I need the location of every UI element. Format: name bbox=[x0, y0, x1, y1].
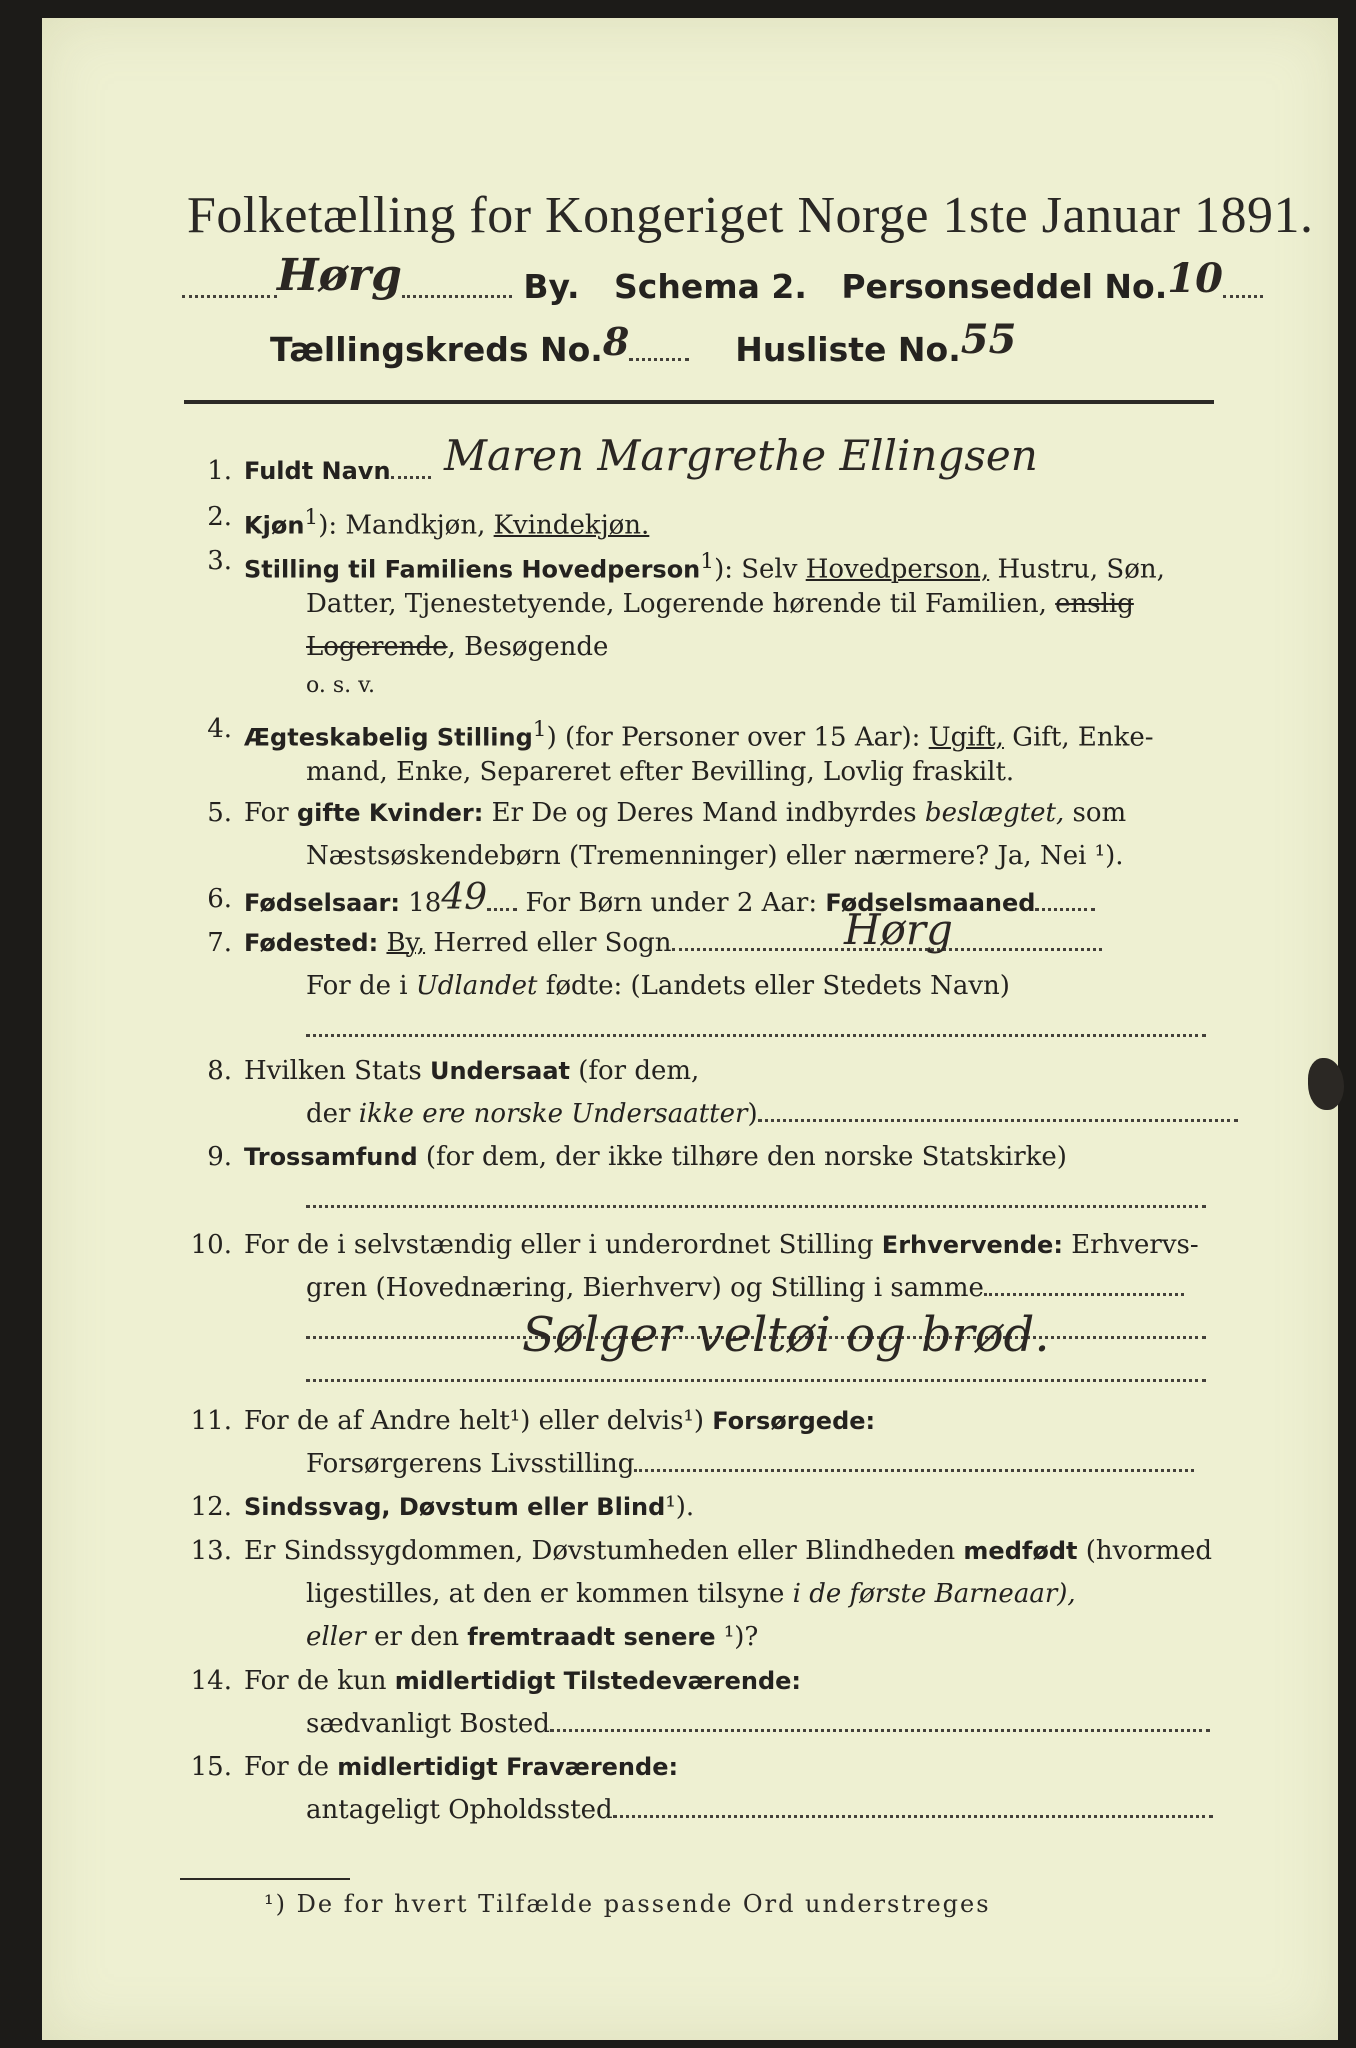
birth-year-handwritten: 49 bbox=[441, 877, 488, 918]
item-3: 3. Stilling til Familiens Hovedperson$^1$): Selv Hovedperson, Hustru, Søn, Datter, Tjenestetyende, Logerende hørende til Familien, enslig Logerende, Besøgende o. s. v. bbox=[207, 546, 1165, 698]
footnote: ¹) De for hvert Tilfælde passende Ord understreges bbox=[264, 1890, 991, 1918]
kreds-line bbox=[270, 316, 1017, 371]
item-15: 15. For de midlertidigt Fraværende: antageligt Opholdssted bbox=[182, 1746, 1232, 1836]
item-11: 11. For de af Andre helt¹) eller delvis¹) Forsørgede: Forsørgerens Livsstilling bbox=[182, 1400, 1232, 1490]
hovedperson-underlined: Hovedperson, bbox=[805, 554, 990, 585]
item-8: 8. Hvilken Stats Undersaat (for dem, der ikke ere norske Undersaatter) bbox=[182, 1050, 1232, 1140]
birthplace-handwritten: Hørg bbox=[844, 905, 953, 954]
by-underlined: By, bbox=[386, 928, 426, 958]
form-title: Folketælling for Kongeriget Norge 1ste Januar 1891. bbox=[187, 187, 1314, 244]
fuldt-navn-label: Fuldt Navn bbox=[244, 457, 391, 485]
kvindekjon-underlined: Kvindekjøn. bbox=[493, 510, 650, 541]
item-7: 7. Fødested: By, Herred eller Sogn Hørg For de i Udlandet fødte: (Landets eller Stedets Navn) bbox=[182, 922, 1232, 1052]
item-13: 13. Er Sindssygdommen, Døvstumheden eller Blindheden medfødt (hvormed ligestilles, at den er kommen tilsyne i de første Barneaar), eller er den fremtraadt senere ¹)? bbox=[190, 1536, 1213, 1652]
husliste-number: 55 bbox=[960, 316, 1017, 363]
schema-label: Schema 2. bbox=[614, 267, 807, 306]
header-rule bbox=[184, 400, 1214, 404]
enslig-struck: enslig bbox=[1055, 589, 1134, 619]
by-label: By. bbox=[523, 267, 580, 306]
kreds-number: 8 bbox=[602, 319, 630, 364]
city-handwritten: Hørg bbox=[277, 250, 402, 301]
name-handwritten: Maren Margrethe Ellingsen bbox=[444, 431, 1038, 480]
personseddel-label: Personseddel No. bbox=[841, 267, 1168, 306]
occupation-handwritten: Sølger veltøi og brød. bbox=[522, 1307, 1050, 1363]
kreds-label: Tællingskreds No. bbox=[270, 330, 603, 369]
footnote-rule bbox=[180, 1878, 350, 1880]
husliste-label: Husliste No. bbox=[735, 330, 961, 369]
item-14: 14. For de kun midlertidigt Tilstedeværende: sædvanligt Bosted bbox=[182, 1660, 1232, 1750]
item-9: 9. Trossamfund (for dem, der ikke tilhøre den norske Statskirke) bbox=[182, 1136, 1232, 1226]
logerende-struck: Logerende bbox=[306, 632, 448, 662]
item-4: 4. Ægteskabelig Stilling$^1$) (for Personer over 15 Aar): Ugift, Gift, Enke- mand, Enke, Separeret efter Bevilling, Lovlig fraskilt. bbox=[207, 714, 1154, 787]
item-1: 1. Fuldt Navn Maren Margrethe Ellingsen bbox=[207, 431, 1038, 486]
item-5: 5. For gifte Kvinder: Er De og Deres Mand indbyrdes beslægtet, som Næstsøskendebørn (Tremenninger) eller nærmere? Ja, Nei ¹). bbox=[207, 798, 1127, 871]
ugift-underlined: Ugift, bbox=[928, 722, 1004, 753]
census-form-sheet: Folketælling for Kongeriget Norge 1ste Januar 1891. Hørg By. Schema 2. Personseddel No.10 Tællingskreds No.8 Husliste No.55 1. Fuldt Navn Maren Margrethe Ellingsen 2. Kjøn$^1$): Mandkjøn, Kvindekjøn. 3. Stilling til Familiens Hovedperson$^1$): Selv Hovedperson, Hustru, Søn, Datter, Tjenestetyende, Logerende hørende til Familien, enslig Logerende, Besøgende o. s. v. 4. Ægteskabelig Stilling$^1$) (for Personer over 15 Aar): Ugift, Gift, Enke- mand, Enke, Separeret efter Bevilling, Lovlig fraskilt. 5. For gifte Kvinder: Er De og Deres Mand indbyrdes beslægtet, som Næstsøskendebørn (Tremenninger) eller nærmere? Ja, Nei ¹). 6. Fødselsaar: 1849 For Børn under 2 Aar: Fødselsmaaned 7. Fødested: By, Herred eller Sogn Hørg For de i Udlandet fødte: (Landets eller Stedets Navn) 8. Hvilken Stats Undersaat (for dem, der ikke ere norske Undersaatter) 9. Trossamfund (for dem, der ikke tilhøre den norske Statskirke) 10. For de i selvstændig eller i underordnet Stilling Erhvervende: Erhvervs- gren (Hovednæring, Bierhverv) og Stilling i samme Sølger veltøi og brød. 11. For de af Andre helt¹) eller delvis¹) Forsørgede: Forsørgerens Livsstilling 12. Sindssvag, Døvstum eller Blind¹). 13. Er Sindssygdommen, Døvstumheden eller Blindheden medfødt (hvormed ligestilles, at den er kommen tilsyne i de første Barneaar), eller er den fremtraadt senere ¹)? 14. For de kun midlertidigt Tilstedeværende: sædvanligt Bosted 15. For de midlertidigt Fraværende: antageligt Opholdssted ¹) De for hvert Tilfælde passende Ord understreges bbox=[42, 18, 1338, 2040]
ink-blot bbox=[1308, 1058, 1344, 1110]
personseddel-number: 10 bbox=[1167, 255, 1223, 302]
city-line bbox=[182, 250, 1263, 309]
item-10: 10. For de i selvstændig eller i underordnet Stilling Erhvervende: Erhvervs- gren (Hovednæring, Bierhverv) og Stilling i samme Sølger veltøi og brød. bbox=[182, 1224, 1232, 1404]
